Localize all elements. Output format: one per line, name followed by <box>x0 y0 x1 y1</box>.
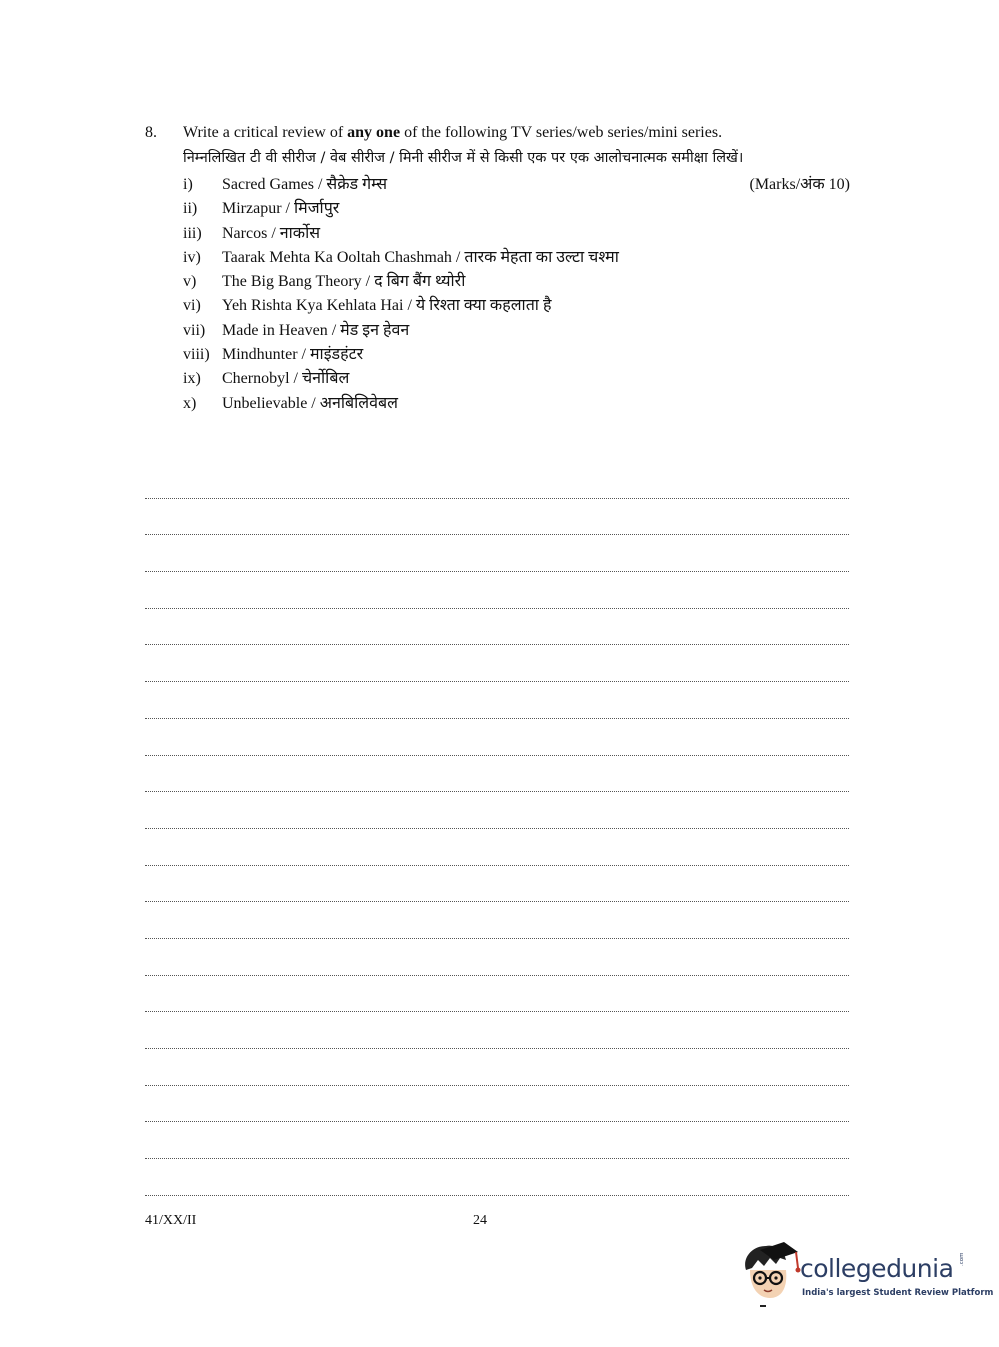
option-number: vi) <box>183 297 201 315</box>
option-item <box>183 196 619 220</box>
question-text-english <box>183 124 722 142</box>
option-number: ix) <box>183 370 201 388</box>
option-item <box>183 366 619 390</box>
answer-line[interactable] <box>145 719 849 756</box>
option-number: v) <box>183 273 197 291</box>
option-number: iv) <box>183 248 201 266</box>
paper-code: 41/XX/II <box>145 1213 197 1228</box>
answer-line[interactable] <box>145 756 849 793</box>
answer-line[interactable] <box>145 462 849 499</box>
logo-suffix: .com <box>959 1252 965 1266</box>
answer-line[interactable] <box>145 682 849 719</box>
option-text: Chernobyl / चेर्नोबिल <box>222 370 350 388</box>
answer-line[interactable] <box>145 866 849 903</box>
answer-line[interactable] <box>145 1049 849 1086</box>
answer-line[interactable] <box>145 609 849 646</box>
collegedunia-logo <box>740 1240 994 1310</box>
logo-tagline: India's largest Student Review Platform <box>802 1288 994 1298</box>
answer-lines[interactable] <box>145 462 849 1196</box>
answer-line[interactable] <box>145 1159 849 1196</box>
marks-label: (Marks/अंक 10) <box>749 176 850 193</box>
answer-line[interactable] <box>145 499 849 536</box>
option-text: Unbelievable / अनबिलिवेबल <box>222 394 398 412</box>
answer-line[interactable] <box>145 535 849 572</box>
answer-line[interactable] <box>145 1012 849 1049</box>
option-item <box>183 342 619 366</box>
option-text: Yeh Rishta Kya Kehlata Hai / ये रिश्ता क्या कहलाता है <box>222 297 552 315</box>
option-item <box>183 293 619 317</box>
option-item <box>183 221 619 245</box>
option-text: Sacred Games / सैक्रेड गेम्स <box>222 176 388 193</box>
mascot-icon <box>740 1240 802 1310</box>
option-item <box>183 318 619 342</box>
answer-line[interactable] <box>145 792 849 829</box>
option-item <box>183 245 619 269</box>
option-item <box>183 172 619 196</box>
option-text: Taarak Mehta Ka Ooltah Chashmah / तारक मेहता का उल्टा चश्मा <box>222 248 619 266</box>
answer-line[interactable] <box>145 829 849 866</box>
option-number: viii) <box>183 346 210 364</box>
answer-line[interactable] <box>145 976 849 1013</box>
option-item <box>183 391 619 415</box>
option-item <box>183 269 619 293</box>
option-text: Narcos / नार्कोस <box>222 224 321 242</box>
option-number: iii) <box>183 224 202 242</box>
option-text: Mindhunter / माइंडहंटर <box>222 346 364 364</box>
answer-line[interactable] <box>145 1122 849 1159</box>
option-text: The Big Bang Theory / द बिग बैंग थ्योरी <box>222 273 466 291</box>
option-number: vii) <box>183 321 206 339</box>
option-text: Made in Heaven / मेड इन हेवन <box>222 321 410 339</box>
logo-wordmark: collegedunia <box>800 1254 954 1283</box>
option-number: x) <box>183 394 197 412</box>
answer-line[interactable] <box>145 645 849 682</box>
answer-line[interactable] <box>145 1086 849 1123</box>
answer-line[interactable] <box>145 902 849 939</box>
question-text-hindi: निम्नलिखित टी वी सीरीज / वेब सीरीज / मिनी सीरीज में से किसी एक पर एक आलोचनात्मक समीक्षा लिखें। <box>183 150 744 166</box>
options-list <box>183 172 619 415</box>
question-suffix: of the following TV series/web series/mini series. <box>400 124 723 141</box>
question-prefix: Write a critical review of <box>183 124 348 141</box>
answer-line[interactable] <box>145 572 849 609</box>
option-number: ii) <box>183 200 198 218</box>
option-text: Mirzapur / मिर्जापुर <box>222 200 340 218</box>
option-number: i) <box>183 176 193 193</box>
question-emphasis: any one <box>347 124 401 141</box>
page-number: 24 <box>473 1213 487 1228</box>
answer-line[interactable] <box>145 939 849 976</box>
question-number: 8. <box>145 124 157 141</box>
